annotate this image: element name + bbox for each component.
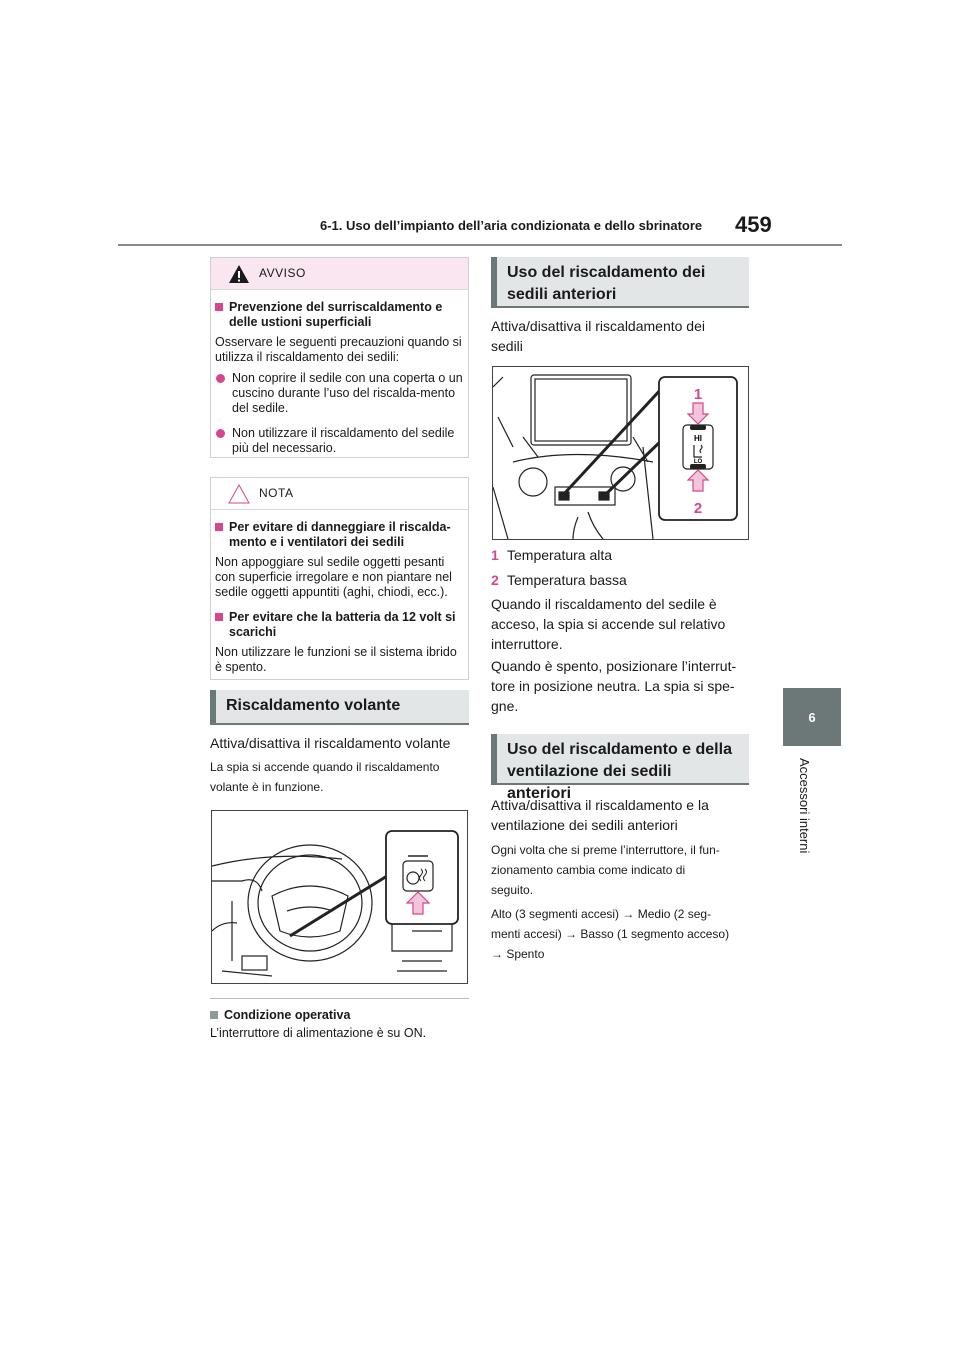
steering-wheel-illustration [212, 811, 467, 983]
warning-heading: Prevenzione del surriscaldamento e delle ustioni superficiali [215, 300, 464, 330]
section-title-steering: Riscaldamento volante [210, 690, 469, 725]
seat-vent-intro: ventilazione dei sedili anteriori [491, 817, 678, 833]
callout-2: 2 [693, 500, 703, 517]
seat-heater-intro: sedili [491, 338, 523, 354]
list-item: 2 Temperatura bassa [491, 572, 627, 588]
callout-1: 1 [693, 386, 703, 403]
caution-triangle-icon [228, 484, 250, 504]
page-number: 459 [735, 212, 772, 237]
warning-bullet: Non coprire il sedile con una coperta o un cuscino durante l’uso del riscalda-mento del sedile. [215, 371, 464, 416]
seat-vent-intro: Attiva/disattiva il riscaldamento e la [491, 797, 709, 813]
seat-vent-detail: Ogni volta che si preme l’interruttore, il fun- zionamento cambia come indicato di seguito. [491, 843, 720, 897]
condition-heading: Condizione operativa [210, 1008, 350, 1023]
note-heading: Per evitare che la batteria da 12 volt si scarichi [215, 610, 464, 640]
note-label: NOTA [259, 486, 294, 500]
note-bar [211, 478, 468, 510]
square-bullet-icon [210, 1011, 218, 1019]
steering-detail: volante è in funzione. [210, 780, 324, 794]
steering-heater-figure [211, 810, 468, 984]
note-box [210, 477, 469, 680]
hi-label: HI [694, 434, 702, 443]
note-text: Non utilizzare le funzioni se il sistema ibrido è spento. [215, 645, 457, 674]
section-header: 6-1. Uso dell’impianto dell’aria condizionata e dello sbrinatore [320, 218, 703, 233]
chapter-side-title: Accessori interni [797, 758, 812, 854]
steering-intro: Attiva/disattiva il riscaldamento volante [210, 735, 451, 751]
seat-heater-para: Quando il riscaldamento del sedile è acceso, la spia si accende sul relativo interruttore. [491, 596, 726, 652]
note-heading: Per evitare di danneggiare il riscalda-mento e i ventilatori dei sedili [215, 520, 464, 550]
square-bullet-icon [215, 303, 223, 311]
header-divider [118, 244, 842, 246]
seat-heater-figure [492, 366, 749, 540]
list-item: 1 Temperatura alta [491, 547, 613, 563]
condition-text: L’interruttore di alimentazione è su ON. [210, 1026, 427, 1040]
seat-heater-para: Quando è spento, posizionare l’interrut- tore in posizione neutra. La spia si spe- gne. [491, 658, 737, 714]
round-bullet-icon [216, 374, 225, 383]
round-bullet-icon [216, 429, 225, 438]
square-bullet-icon [215, 613, 223, 621]
steering-detail: La spia si accende quando il riscaldamento [210, 760, 440, 774]
chapter-tab[interactable]: 6 [783, 688, 841, 746]
warning-triangle-icon [228, 264, 250, 284]
note-text: Non appoggiare sul sedile oggetti pesanti con superficie irregolare e non piantare nel sedile oggetti appuntiti (aghi, chiodi, ecc.). [215, 555, 452, 599]
section-title-seat-vent: Uso del riscaldamento e della ventilazione dei sedili anteriori [491, 734, 749, 785]
dashboard-illustration [493, 367, 748, 539]
square-bullet-icon [215, 523, 223, 531]
divider [210, 998, 469, 999]
warning-label: AVVISO [259, 266, 306, 280]
item-number: 2 [491, 572, 499, 588]
section-title-seat-heater: Uso del riscaldamento dei sedili anteriori [491, 257, 749, 308]
seat-heater-intro: Attiva/disattiva il riscaldamento dei [491, 318, 705, 334]
item-number: 1 [491, 547, 499, 563]
seat-vent-sequence: Alto (3 segmenti accesi) → Medio (2 seg- menti accesi) → Basso (1 segmento acceso) → Spento [491, 907, 730, 961]
warning-bullet: Non utilizzare il riscaldamento del sedile più del necessario. [215, 426, 464, 456]
warning-box [210, 257, 469, 458]
lo-label: LO [693, 459, 703, 465]
warning-bar [211, 258, 468, 290]
warning-intro: Osservare le seguenti precauzioni quando si utilizza il riscaldamento dei sedili: [215, 335, 462, 364]
